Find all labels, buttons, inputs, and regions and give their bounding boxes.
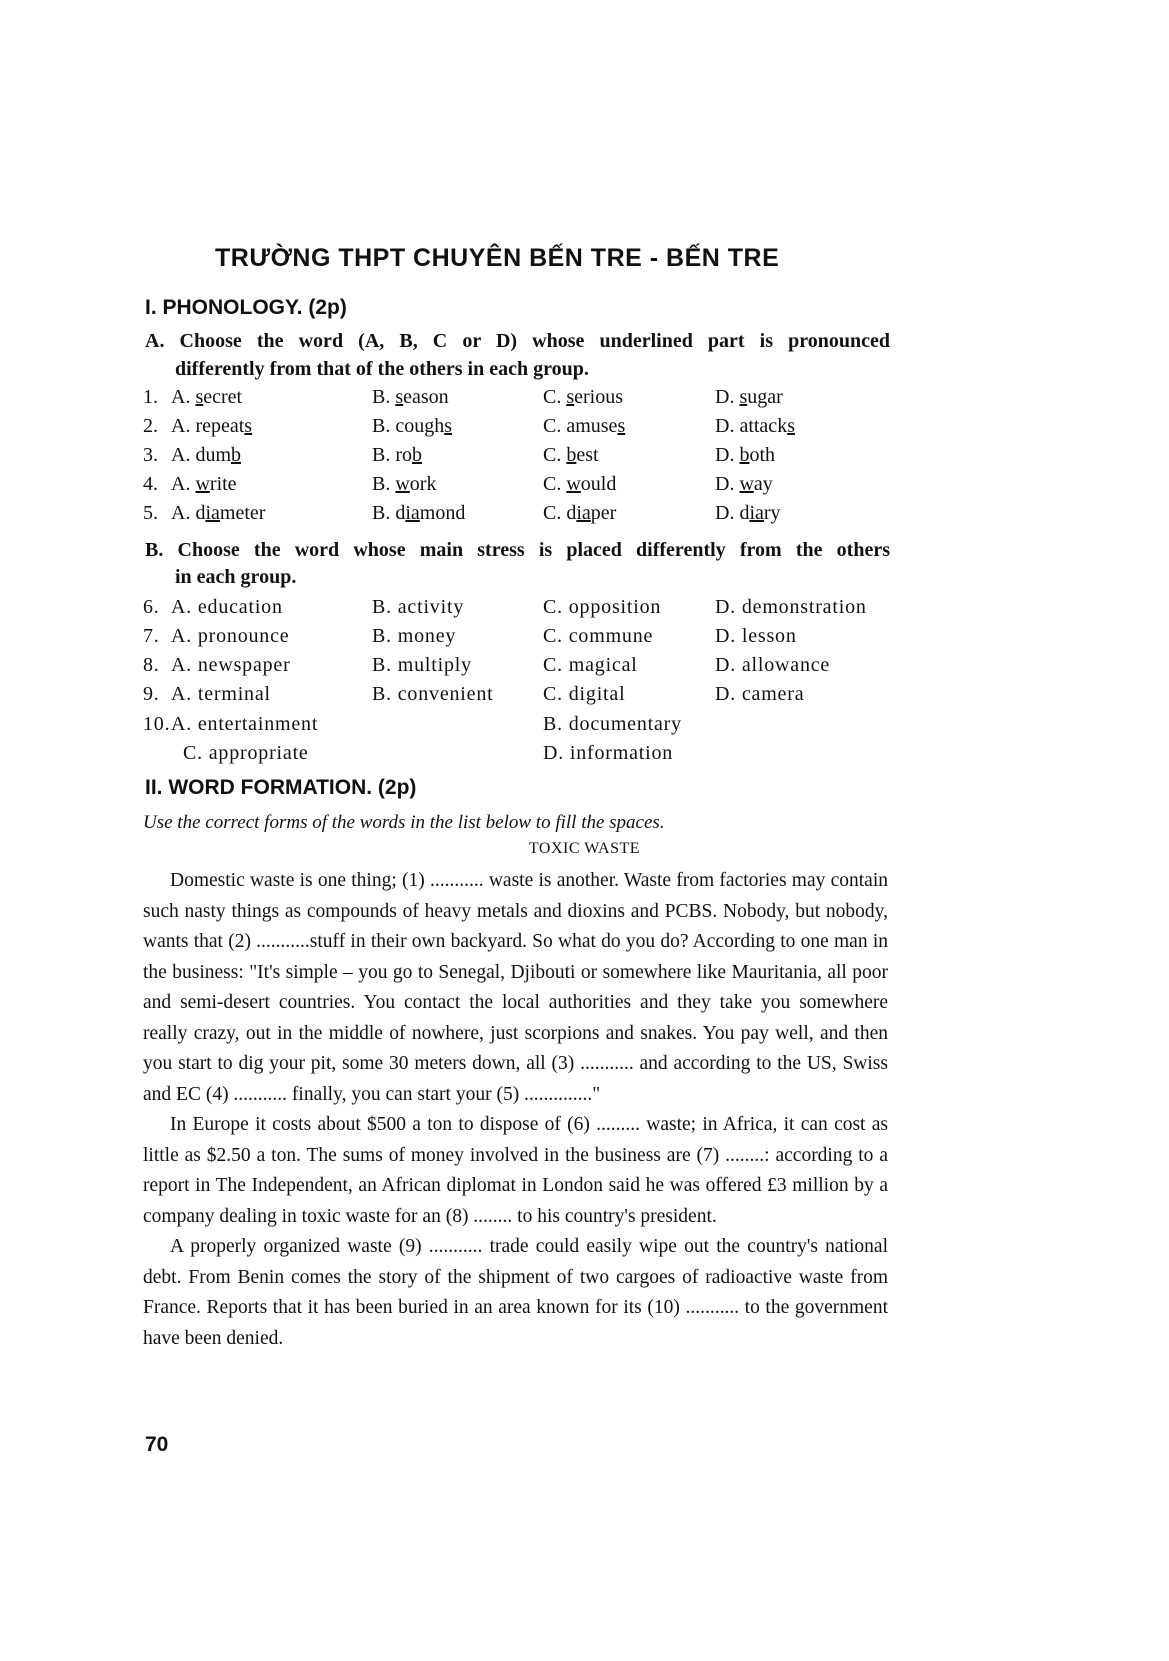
passage-title: TOXIC WASTE [528, 840, 641, 857]
option-text: A. d [171, 502, 206, 524]
underlined-part: ia [749, 502, 764, 524]
option-d [715, 444, 775, 467]
option-b: B. documentary [543, 713, 682, 735]
phonology-heading: I. PHONOLOGY. (2p) [145, 296, 347, 319]
option-text: meter [219, 502, 266, 524]
option-text: C. amuse [543, 415, 618, 437]
underlined-part: s [195, 386, 204, 408]
option-c: C. opposition [543, 596, 662, 618]
option-b: B. convenient [372, 683, 494, 705]
option-c [543, 444, 599, 467]
option-text: B. [372, 386, 396, 408]
option-a: A. education [171, 596, 283, 618]
option-text: C. [543, 444, 567, 466]
option-text: ecret [203, 386, 243, 408]
question-number: 7. [143, 625, 160, 647]
page-number: 70 [145, 1433, 169, 1456]
part-a-instruction-line2: differently from that of the others in each group. [175, 358, 589, 380]
option-d [715, 502, 781, 525]
option-text: D. d [715, 502, 750, 524]
underlined-part: s [617, 415, 626, 437]
option-text: oth [749, 444, 776, 466]
option-c: C. magical [543, 654, 638, 676]
option-text: eason [403, 386, 449, 408]
option-text: B. cough [372, 415, 445, 437]
option-text: ay [753, 473, 773, 495]
option-c: C. appropriate [183, 742, 309, 764]
underlined-part: w [395, 473, 410, 495]
option-b [372, 473, 436, 496]
word-formation-instruction: Use the correct forms of the words in the list below to fill the spaces. [143, 812, 665, 833]
question-number: 5. [143, 502, 158, 524]
passage-paragraph-2: In Europe it costs about $500 a ton to dispose of (6) ......... waste; in Africa, it can cost as little as $2.50 a ton. The sums of money involved in the business are (7) ........: according to a report in The Independent, an African diplomat in London said he was offered £3 million by a company dealing in toxic waste for an (8) ........ to his country's president. [143, 1114, 888, 1227]
underlined-part: s [244, 415, 253, 437]
underlined-part: s [395, 386, 404, 408]
option-b: B. activity [372, 596, 465, 618]
option-d: D. information [543, 742, 674, 764]
underlined-part: b [231, 444, 241, 466]
question-number: 10. [143, 713, 171, 735]
underlined-part: w [739, 473, 754, 495]
option-b [372, 502, 465, 525]
option-d: D. demonstration [715, 596, 867, 618]
option-text: D. [715, 386, 740, 408]
option-a [171, 386, 242, 409]
question-number: 9. [143, 683, 160, 705]
underlined-part: b [739, 444, 750, 466]
question-number: 2. [143, 415, 158, 437]
underlined-part: b [412, 444, 422, 466]
underlined-part: w [566, 473, 581, 495]
option-text: A. [171, 473, 196, 495]
option-a: A. newspaper [171, 654, 291, 676]
option-a [171, 415, 252, 438]
underlined-part: s [787, 415, 795, 437]
option-c [543, 502, 616, 525]
option-text: D. attack [715, 415, 788, 437]
part-b-instruction-line2: in each group. [175, 566, 297, 588]
option-text: ugar [747, 386, 783, 408]
option-a [171, 502, 265, 525]
option-text: rite [209, 473, 237, 495]
option-a [171, 444, 241, 467]
option-text: A. [171, 386, 196, 408]
underlined-part: ia [205, 502, 220, 524]
question-number: 4. [143, 473, 158, 495]
option-text: ry [763, 502, 781, 524]
option-c: C. commune [543, 625, 654, 647]
option-text: B. [372, 473, 396, 495]
option-a [171, 473, 237, 496]
question-number: 8. [143, 654, 160, 676]
option-text: C. [543, 473, 567, 495]
option-c: C. digital [543, 683, 626, 705]
option-a: A. terminal [171, 683, 271, 705]
option-text: D. [715, 444, 740, 466]
underlined-part: s [739, 386, 748, 408]
option-b [372, 444, 422, 467]
option-text: est [576, 444, 599, 466]
option-text: A. repeat [171, 415, 245, 437]
option-d: D. allowance [715, 654, 831, 676]
option-c [543, 386, 623, 409]
option-text: A. dum [171, 444, 231, 466]
option-text: ould [580, 473, 617, 495]
passage-body [143, 866, 888, 1354]
passage-paragraph-1: Domestic waste is one thing; (1) ........... waste is another. Waste from factories may contain such nasty things as compounds of heavy metals and dioxins and PCBS. Nobody, but nobody, wants that (2) ...........stuff in their own backyard. So what do you do? According to one man in the business: "It's simple – you go to Senegal, Djibouti or somewhere like Mauritania, all poor and semi-desert countries. You contact the local authorities and they take you somewhere really crazy, out in the middle of nowhere, just scorpions and snakes. You pay well, and then you start to dig your pit, some 30 meters down, all (3) ........... and according to the US, Swiss and EC (4) ........... finally, you can start your (5) .............." [143, 870, 888, 1105]
passage-paragraph-3: A properly organized waste (9) ........... trade could easily wipe out the country's national debt. From Benin comes the story of the shipment of two cargoes of radioactive waste from France. Reports that it has been buried in an area known for its (10) ........... to the government have been denied. [143, 1236, 888, 1349]
option-text: D. [715, 473, 740, 495]
option-text: per [590, 502, 617, 524]
question-number: 1. [143, 386, 158, 408]
underlined-part: w [195, 473, 210, 495]
part-a-instruction-line1: A. Choose the word (A, B, C or D) whose underlined part is pronounced [145, 330, 890, 352]
underlined-part: ia [405, 502, 420, 524]
option-text: mond [419, 502, 466, 524]
question-number: 3. [143, 444, 158, 466]
question-number: 6. [143, 596, 160, 618]
word-formation-heading: II. WORD FORMATION. (2p) [145, 776, 417, 799]
option-d: D. camera [715, 683, 805, 705]
option-text: C. d [543, 502, 577, 524]
option-b [372, 415, 452, 438]
option-d: D. lesson [715, 625, 797, 647]
option-c [543, 415, 625, 438]
option-text: erious [574, 386, 624, 408]
underlined-part: s [444, 415, 453, 437]
underlined-part: b [566, 444, 577, 466]
option-b: B. multiply [372, 654, 472, 676]
option-d [715, 386, 783, 409]
option-b: B. money [372, 625, 457, 647]
option-d [715, 415, 795, 438]
option-a: A. pronounce [171, 625, 290, 647]
option-text: B. d [372, 502, 406, 524]
option-text: ork [409, 473, 437, 495]
school-title: TRƯỜNG THPT CHUYÊN BẾN TRE - BẾN TRE [215, 244, 780, 272]
underlined-part: ia [576, 502, 591, 524]
part-b-instruction-line1: B. Choose the word whose main stress is placed differently from the others [145, 539, 890, 561]
option-b [372, 386, 449, 409]
option-a: A. entertainment [171, 713, 319, 735]
underlined-part: s [566, 386, 575, 408]
option-text: C. [543, 386, 567, 408]
option-d [715, 473, 773, 496]
option-c [543, 473, 616, 496]
option-text: B. ro [372, 444, 412, 466]
